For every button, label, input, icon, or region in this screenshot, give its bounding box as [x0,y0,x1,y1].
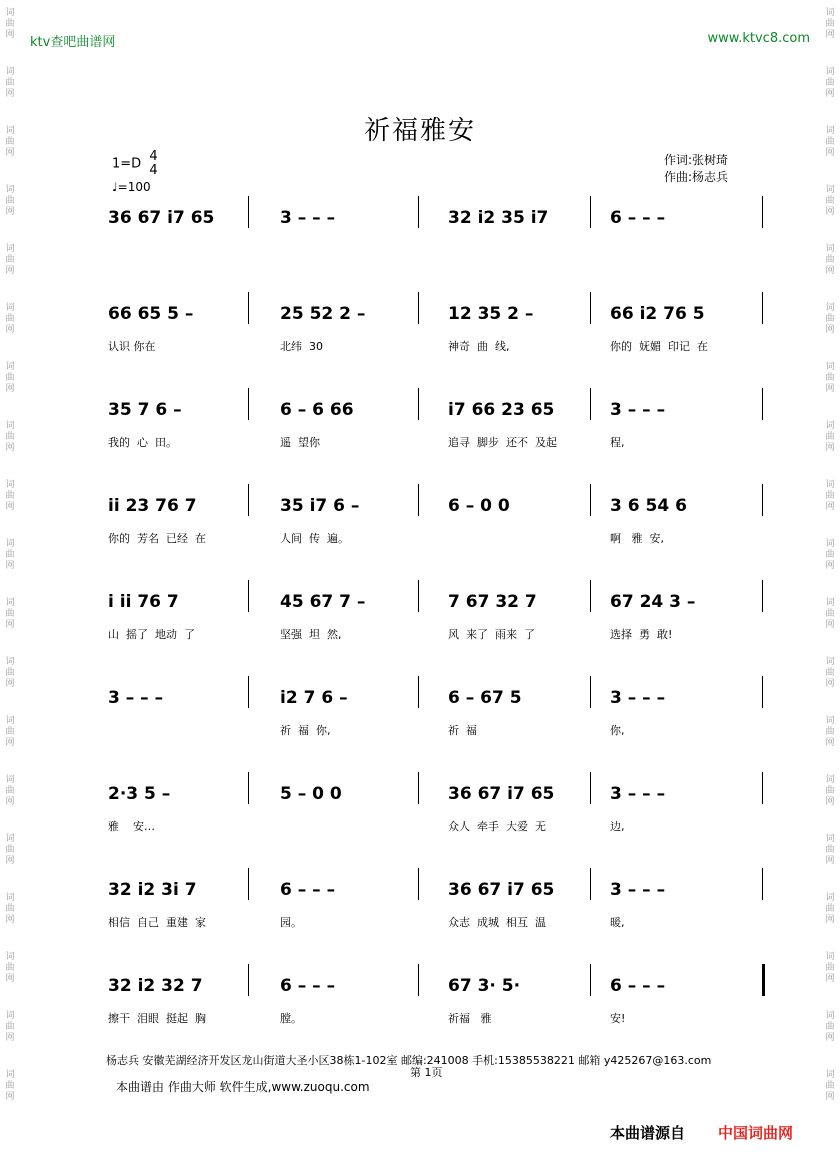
measure-lyrics: 你, [610,724,625,737]
barline [248,580,249,612]
barline [590,964,591,996]
measure-lyrics: 认识 你在 [108,340,156,353]
measure-notes: i2 7 6 – [280,688,348,708]
watermark-glyph: 词 曲 网 [5,893,15,925]
measure-lyrics: 我的 心 田。 [108,436,177,449]
watermark-glyph: 词 曲 网 [825,421,835,453]
watermark-glyph: 词 曲 网 [825,1070,835,1102]
staff-row [0,688,840,768]
watermark-glyph: 词 曲 网 [825,1011,835,1043]
measure-lyrics: 程, [610,436,625,449]
measure-notes: 35 i7 6 – [280,496,360,516]
measure-lyrics: 擦干 泪眼 挺起 胸 [108,1012,206,1025]
measure-lyrics: 遥 望你 [280,436,320,449]
watermark-glyph: 词 曲 网 [5,598,15,630]
measure-lyrics: 边, [610,820,625,833]
watermark-glyph: 词 曲 网 [5,185,15,217]
time-signature [149,150,157,178]
footer-contact: 杨志兵 安徽芜湖经济开发区龙山街道大圣小区38栋1-102室 邮编:241008 手机:15385538221 邮箱 y425267@163.com [106,1054,712,1067]
measure-lyrics: 山 摇了 地动 了 [108,628,195,641]
barline [248,676,249,708]
watermark-glyph: 词 曲 网 [5,952,15,984]
barline [590,292,591,324]
barline [762,580,763,612]
staff-row [0,208,840,288]
measure-notes: 3 – – – [610,688,666,708]
staff-row [0,880,840,960]
barline [590,388,591,420]
staff-row [0,592,840,672]
measure-notes: 6 – 67 5 [448,688,522,708]
barline [762,388,763,420]
measure-lyrics: 膛。 [280,1012,302,1025]
measure-lyrics: 雅 安… [108,820,155,833]
barline [248,292,249,324]
measure-notes: 3 – – – [108,688,164,708]
barline [762,484,763,516]
barline [590,580,591,612]
measure-notes: 35 7 6 – [108,400,182,420]
watermark-glyph: 词 曲 网 [5,1070,15,1102]
barline [418,196,419,228]
measure-lyrics: 暖, [610,916,625,929]
measure-notes: 6 – 6 66 [280,400,354,420]
measure-lyrics: 选择 勇 敢! [610,628,673,641]
time-sig-top: 4 [149,149,158,164]
staff-row [0,784,840,864]
measure-lyrics: 追寻 脚步 还不 及起 [448,436,557,449]
barline [248,196,249,228]
barline [590,484,591,516]
watermark-glyph: 词 曲 网 [825,598,835,630]
barline [248,964,249,996]
measure-lyrics: 园。 [280,916,302,929]
page-number: 第 1页 [410,1066,443,1079]
measure-notes: 36 67 i7 65 [448,880,555,900]
watermark-glyph: 词 曲 网 [825,775,835,807]
watermark-glyph: 词 曲 网 [825,716,835,748]
tempo-marking: ♩=100 [112,180,151,194]
measure-notes: 67 24 3 – [610,592,696,612]
watermark-glyph: 词 曲 网 [825,185,835,217]
key-signature [112,150,158,178]
measure-notes: 6 – – – [610,976,666,996]
measure-notes: 32 i2 32 7 [108,976,203,996]
watermark-glyph: 词 曲 网 [5,303,15,335]
watermark-glyph: 词 曲 网 [825,303,835,335]
barline [762,196,763,228]
watermark-glyph: 词 曲 网 [5,67,15,99]
barline [418,676,419,708]
measure-lyrics: 众人 牵手 大爱 无 [448,820,546,833]
staff-row [0,304,840,384]
barline [418,964,419,996]
measure-notes: 66 i2 76 5 [610,304,705,324]
bottom-site-link[interactable]: 中国词曲网 [718,1124,794,1142]
measure-lyrics: 祈 福 [448,724,477,737]
measure-lyrics: 坚强 坦 然, [280,628,342,641]
measure-notes: 12 35 2 – [448,304,534,324]
credits [664,152,728,186]
key-text: 1=D [112,156,142,172]
composer: 作曲:杨志兵 [664,170,729,184]
staff-row [0,400,840,480]
measure-notes: 36 67 i7 65 [108,208,215,228]
measure-lyrics: 安! [610,1012,626,1025]
barline [418,388,419,420]
watermark-glyph: 词 曲 网 [825,244,835,276]
barline [590,196,591,228]
measure-lyrics: 北纬 30 [280,340,323,353]
watermark-glyph: 词 曲 网 [825,126,835,158]
measure-lyrics: 祈 福 你, [280,724,331,737]
barline [590,772,591,804]
measure-notes: 3 – – – [610,880,666,900]
measure-notes: 6 – – – [280,976,336,996]
measure-notes: 32 i2 35 i7 [448,208,549,228]
measure-notes: 6 – – – [610,208,666,228]
measure-lyrics: 神奇 曲 线, [448,340,510,353]
measure-lyrics: 众志 成城 相互 温 [448,916,546,929]
header-left-site[interactable]: ktv查吧曲谱网 [30,35,116,50]
measure-notes: 36 67 i7 65 [448,784,555,804]
barline [762,868,763,900]
barline [248,868,249,900]
barline [248,388,249,420]
song-title: 祈福雅安 [363,116,476,146]
measure-notes: 3 – – – [280,208,336,228]
measure-notes: 66 65 5 – [108,304,194,324]
watermark-glyph: 词 曲 网 [825,893,835,925]
barline [590,868,591,900]
barline [762,292,763,324]
footer-generator: 本曲谱由 作曲大师 软件生成,www.zuoqu.com [116,1080,370,1094]
measure-notes: 3 – – – [610,784,666,804]
measure-notes: 5 – 0 0 [280,784,342,804]
measure-lyrics: 你的 妩媚 印记 在 [610,340,708,353]
watermark-glyph: 词 曲 网 [5,421,15,453]
measure-notes: 6 – 0 0 [448,496,510,516]
measure-notes: 32 i2 3i 7 [108,880,197,900]
final-barline [762,964,765,996]
watermark-glyph: 词 曲 网 [825,952,835,984]
measure-lyrics: 祈福 雅 [448,1012,492,1025]
watermark-glyph: 词 曲 网 [5,362,15,394]
watermark-glyph: 词 曲 网 [5,8,15,40]
header-right-site[interactable]: www.ktvc8.com [707,31,810,46]
watermark-glyph: 词 曲 网 [5,244,15,276]
measure-notes: 2·3 5 – [108,784,171,804]
barline [418,868,419,900]
time-sig-bottom: 4 [149,163,158,178]
barline [418,580,419,612]
watermark-glyph: 词 曲 网 [825,67,835,99]
watermark-glyph: 词 曲 网 [825,539,835,571]
watermark-glyph: 词 曲 网 [5,1011,15,1043]
watermark-glyph: 词 曲 网 [5,539,15,571]
measure-notes: 3 – – – [610,400,666,420]
staff-row [0,976,840,1056]
watermark-glyph: 词 曲 网 [825,8,835,40]
watermark-glyph: 词 曲 网 [825,834,835,866]
measure-notes: 3 6 54 6 [610,496,687,516]
measure-notes: 6 – – – [280,880,336,900]
watermark-glyph: 词 曲 网 [5,834,15,866]
staff-row [0,496,840,576]
measure-lyrics: 风 来了 雨来 了 [448,628,535,641]
barline [418,484,419,516]
barline [762,676,763,708]
measure-notes: 67 3· 5· [448,976,521,996]
bottom-source-label: 本曲谱源自 [610,1124,686,1142]
measure-notes: i ii 76 7 [108,592,179,612]
barline [762,772,763,804]
measure-lyrics: 啊 雅 安, [610,532,664,545]
barline [248,772,249,804]
barline [248,484,249,516]
lyricist: 作词:张树琦 [664,153,729,167]
measure-notes: ii 23 76 7 [108,496,197,516]
watermark-glyph: 词 曲 网 [825,362,835,394]
measure-lyrics: 相信 自己 重建 家 [108,916,206,929]
watermark-glyph: 词 曲 网 [825,480,835,512]
barline [418,772,419,804]
barline [590,676,591,708]
barline [418,292,419,324]
measure-notes: 7 67 32 7 [448,592,537,612]
watermark-glyph: 词 曲 网 [5,657,15,689]
watermark-glyph: 词 曲 网 [825,657,835,689]
watermark-glyph: 词 曲 网 [5,126,15,158]
watermark-glyph: 词 曲 网 [5,716,15,748]
measure-notes: i7 66 23 65 [448,400,555,420]
measure-lyrics: 你的 芳名 已经 在 [108,532,206,545]
measure-notes: 45 67 7 – [280,592,366,612]
watermark-glyph: 词 曲 网 [5,480,15,512]
measure-lyrics: 人间 传 遍。 [280,532,349,545]
measure-notes: 25 52 2 – [280,304,366,324]
watermark-glyph: 词 曲 网 [5,775,15,807]
